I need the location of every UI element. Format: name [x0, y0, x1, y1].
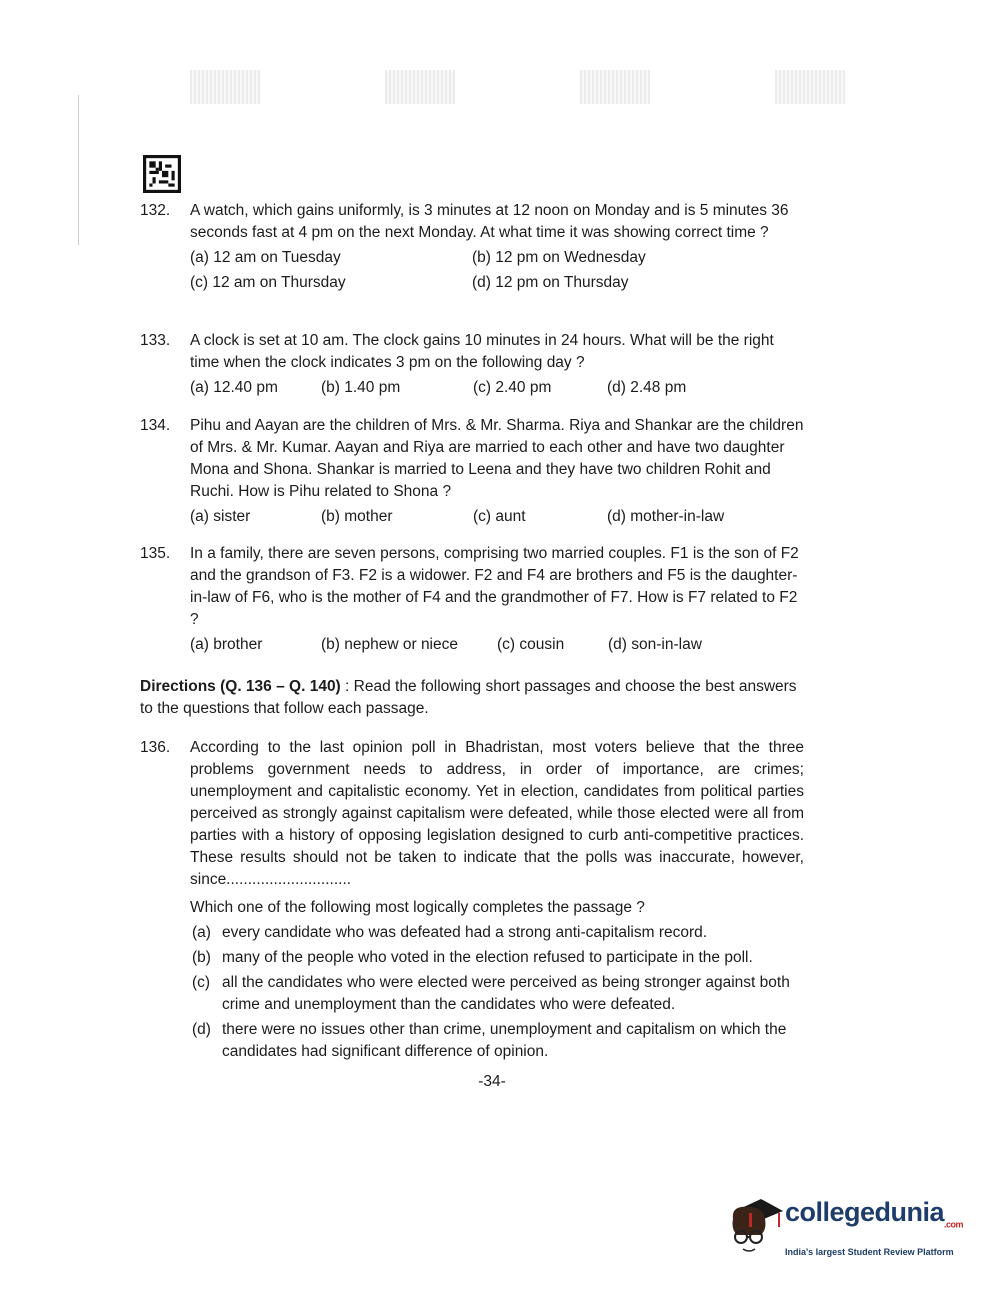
question-132 — [140, 200, 804, 296]
question-number: 136. — [140, 739, 171, 756]
directions-label: Directions (Q. 136 – Q. 140) — [140, 678, 341, 695]
qr-code-icon — [143, 155, 181, 193]
option-c: (c) cousin — [497, 636, 565, 653]
option-c — [192, 972, 804, 1016]
option-a: (a) brother — [190, 636, 263, 653]
question-text: Pihu and Aayan are the children of Mrs. & Mr. Sharma. Riya and Shankar are the children of Mrs. & Mr. Kumar. Aayan and Riya are married to each other and have two daughter Mona and Shona. Shankar is married to Leena and they have two children Rohit and Ruchi. How is Pihu related to Shona ? — [190, 417, 804, 500]
question-text: In a family, there are seven persons, comprising two married couples. F1 is the son of F2 and the grandson of F3. F2 is a widower. F2 and F4 are brothers and F5 is the daughter-in-law of F6, who is the mother of F4 and the grandmother of F7. How is F7 related to F2 ? — [190, 545, 799, 628]
question-text: A watch, which gains uniformly, is 3 minutes at 12 noon on Monday and is 5 minutes 36 seconds fast at 4 pm on the next Monday. At what time it was showing correct time ? — [190, 202, 789, 241]
question-number: 134. — [140, 417, 171, 434]
scan-artifact — [385, 70, 455, 104]
option-b: (b) nephew or niece — [321, 636, 458, 653]
question-prompt: Which one of the following most logically completes the passage ? — [190, 899, 645, 916]
options-row — [190, 634, 804, 658]
question-text: A clock is set at 10 am. The clock gains 10 minutes in 24 hours. What will be the right time when the clock indicates 3 pm on the following day ? — [190, 332, 774, 371]
scan-artifact — [190, 70, 260, 104]
options-row — [190, 272, 804, 296]
question-133 — [140, 330, 804, 401]
option-c: (c) 2.40 pm — [473, 379, 552, 396]
option-text: many of the people who voted in the election refused to participate in the poll. — [222, 949, 753, 966]
directions — [140, 676, 804, 720]
option-a — [192, 922, 804, 944]
options-row — [190, 377, 804, 401]
option-b: (b) 12 pm on Wednesday — [472, 249, 646, 266]
question-number: 135. — [140, 545, 171, 562]
question-number: 132. — [140, 202, 171, 219]
option-d: (d) mother-in-law — [607, 508, 725, 525]
options-row — [190, 506, 804, 530]
question-number: 133. — [140, 332, 171, 349]
scan-artifact — [775, 70, 845, 104]
option-label: (b) — [192, 949, 211, 966]
option-d: (d) 2.48 pm — [607, 379, 687, 396]
question-134 — [140, 415, 804, 530]
option-d: (d) 12 pm on Thursday — [472, 274, 629, 291]
option-text: there were no issues other than crime, unemployment and capitalism on which the candidates had significant difference of opinion. — [222, 1021, 787, 1060]
question-text: According to the last opinion poll in Bhadristan, most voters believe that the three problems government needs to address, in order of importance, are crimes; unemployment and capitalistic economy. Yet in election, candidates from political parties perceived as strongly against capitalism were defeated, while those elected were all from parties with a history of opposing legislation designed to curb anti-competitive practices. These results should not be taken to indicate that the polls was inaccurate, however, since............................. — [190, 739, 804, 888]
option-label: (d) — [192, 1021, 211, 1038]
question-136 — [140, 737, 804, 1063]
scan-artifact — [580, 70, 650, 104]
option-text: all the candidates who were elected were perceived as being stronger against both crime and unemployment than the candidates who were defeated. — [222, 974, 790, 1013]
options-row — [190, 247, 804, 271]
option-c: (c) 12 am on Thursday — [190, 274, 346, 291]
option-a: (a) sister — [190, 508, 251, 525]
page-number: -34- — [478, 1073, 506, 1090]
option-a: (a) 12 am on Tuesday — [190, 249, 341, 266]
collegedunia-logo — [723, 1197, 964, 1259]
logo-tagline: India's largest Student Review Platform — [785, 1247, 954, 1257]
option-label: (a) — [192, 924, 211, 941]
option-b: (b) mother — [321, 508, 393, 525]
option-b — [192, 947, 804, 969]
option-c: (c) aunt — [473, 508, 526, 525]
option-text: every candidate who was defeated had a strong anti-capitalism record. — [222, 924, 708, 941]
logo-suffix: .com — [944, 1219, 964, 1230]
option-a: (a) 12.40 pm — [190, 379, 278, 396]
question-135 — [140, 543, 804, 658]
option-d: (d) son-in-law — [608, 636, 702, 653]
logo-wordmark: collegedunia$_{.com}$ — [785, 1197, 964, 1230]
directions-text: : Read the following short passages and choose the best answers to the questions that follow each passage. — [140, 678, 797, 717]
option-d — [192, 1019, 804, 1063]
mascot-icon — [723, 1197, 783, 1259]
option-label: (c) — [192, 974, 211, 991]
margin-line — [78, 95, 79, 245]
option-b: (b) 1.40 pm — [321, 379, 401, 396]
